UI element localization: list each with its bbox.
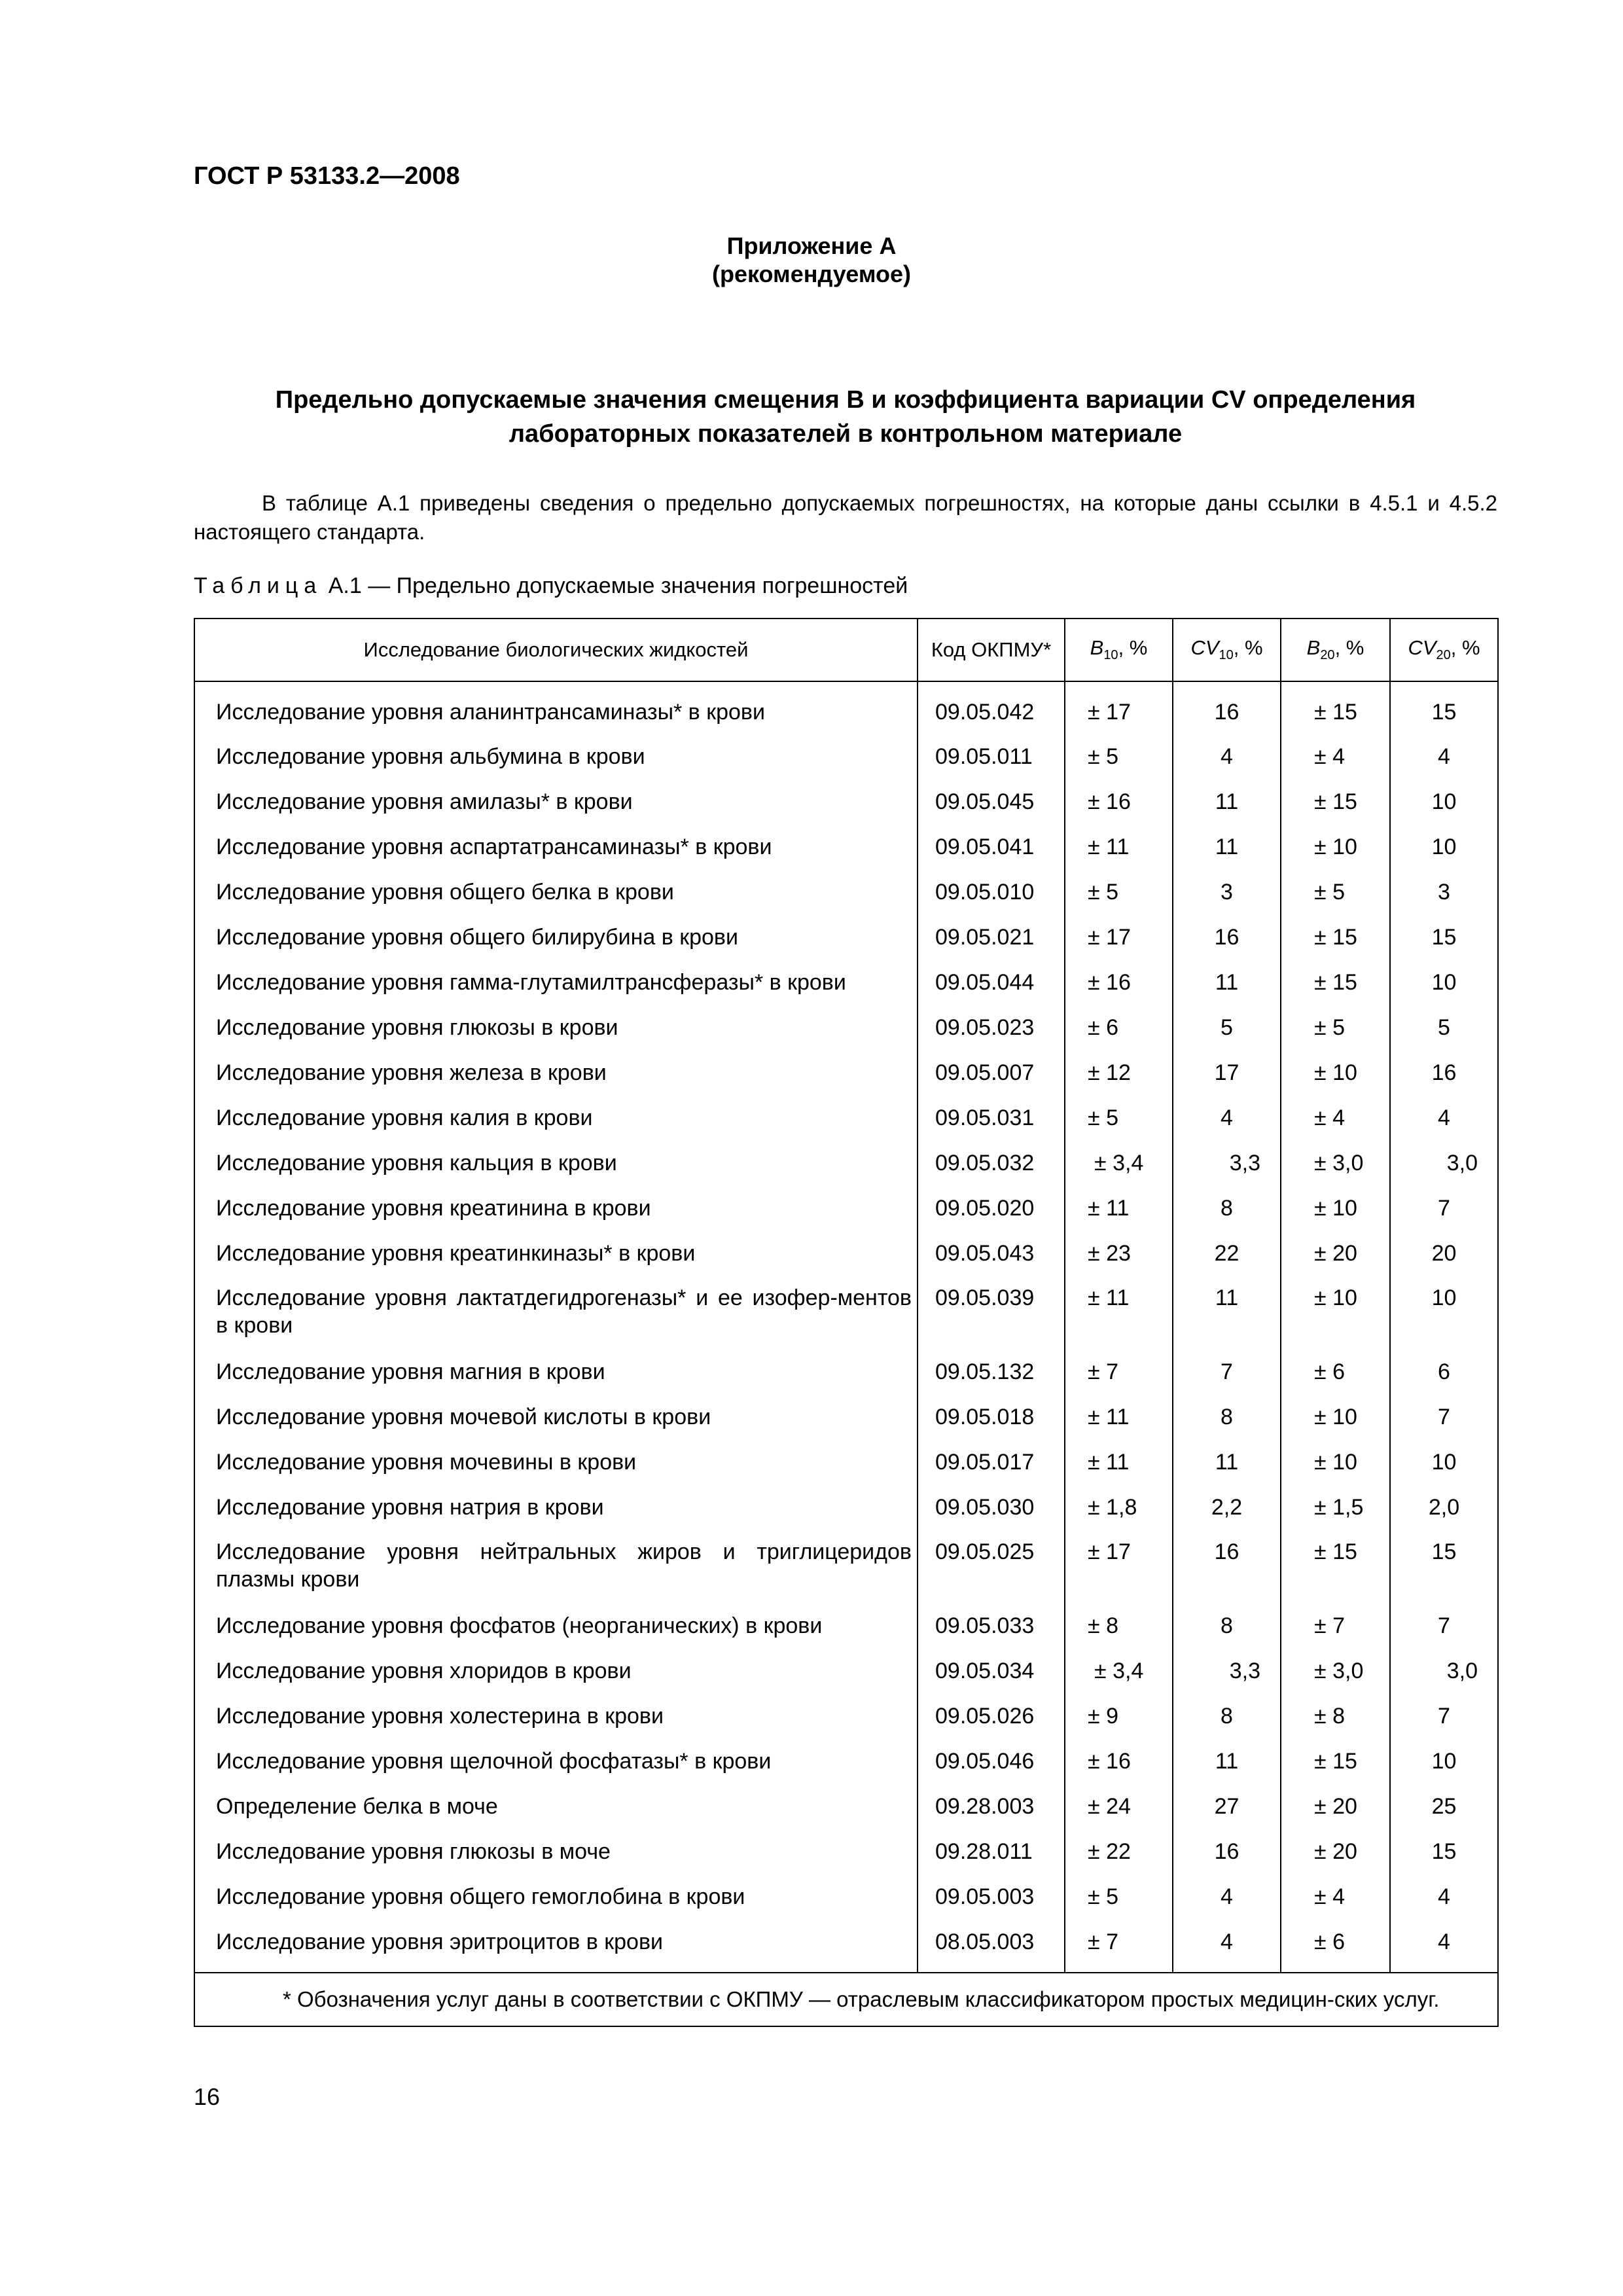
- row-code: 09.05.018: [918, 1396, 1065, 1441]
- row-b20: ± 6: [1281, 1351, 1390, 1396]
- table-row: [194, 1785, 1498, 1831]
- row-cv20: 10: [1390, 826, 1498, 871]
- row-b20: ± 3,0: [1281, 1650, 1390, 1695]
- section-title-line1: Предельно допускаемые значения смещения B и коэффициента вариации CV определения: [275, 386, 1416, 414]
- row-cv20: 16: [1390, 1052, 1498, 1097]
- row-code: 09.05.032: [918, 1142, 1065, 1187]
- row-cv10: 3,3: [1173, 1650, 1281, 1695]
- row-b20: ± 15: [1281, 1532, 1390, 1605]
- row-cv10: 2,2: [1173, 1486, 1281, 1532]
- row-b10: ± 24: [1065, 1785, 1173, 1831]
- row-code: 09.05.025: [918, 1532, 1065, 1605]
- row-b10: ± 1,8: [1065, 1486, 1173, 1532]
- row-code: 09.05.041: [918, 826, 1065, 871]
- row-cv10: 4: [1173, 736, 1281, 781]
- row-cv10: 8: [1173, 1695, 1281, 1740]
- row-b10: ± 11: [1065, 1187, 1173, 1232]
- table-row: [194, 961, 1498, 1007]
- table-row: [194, 1007, 1498, 1052]
- row-code: 09.05.003: [918, 1876, 1065, 1921]
- table-row: [194, 1876, 1498, 1921]
- row-cv20: 20: [1390, 1232, 1498, 1278]
- row-b20: ± 7: [1281, 1605, 1390, 1650]
- row-b10: ± 16: [1065, 781, 1173, 826]
- row-name: Исследование уровня мочевины в крови: [194, 1441, 918, 1486]
- row-cv20: 7: [1390, 1605, 1498, 1650]
- row-code: 09.05.034: [918, 1650, 1065, 1695]
- row-code: 09.05.046: [918, 1740, 1065, 1785]
- table-footnote: * Обозначения услуг даны в соответствии с ОКПМУ — отраслевым классификатором простых медицин-ских услуг.: [194, 1973, 1498, 2026]
- row-cv10: 16: [1173, 681, 1281, 736]
- row-b20: ± 1,5: [1281, 1486, 1390, 1532]
- row-b20: ± 10: [1281, 1441, 1390, 1486]
- row-cv20: 7: [1390, 1187, 1498, 1232]
- row-name: Исследование уровня глюкозы в крови: [194, 1007, 918, 1052]
- table-row: [194, 1232, 1498, 1278]
- row-name: Исследование уровня гамма-глутамилтрансферазы* в крови: [194, 961, 918, 1007]
- row-cv20: 3,0: [1390, 1650, 1498, 1695]
- table-row: [194, 1650, 1498, 1695]
- row-name: Исследование уровня эритроцитов в крови: [194, 1921, 918, 1973]
- row-code: 09.05.011: [918, 736, 1065, 781]
- row-b10: ± 11: [1065, 826, 1173, 871]
- annex-title: Приложение А: [726, 232, 897, 259]
- row-name: Исследование уровня аспартатрансаминазы* в крови: [194, 826, 918, 871]
- row-b20: ± 5: [1281, 871, 1390, 916]
- row-b10: ± 3,4: [1065, 1650, 1173, 1695]
- row-cv10: 8: [1173, 1605, 1281, 1650]
- row-cv10: 3: [1173, 871, 1281, 916]
- row-code: 09.05.030: [918, 1486, 1065, 1532]
- row-code: 09.05.017: [918, 1441, 1065, 1486]
- row-code: 09.05.007: [918, 1052, 1065, 1097]
- header-b10: $B_{10}$, %: [1065, 619, 1173, 681]
- page-number: 16: [194, 2083, 221, 2110]
- row-b20: ± 15: [1281, 916, 1390, 961]
- row-cv10: 11: [1173, 1740, 1281, 1785]
- row-cv10: 7: [1173, 1351, 1281, 1396]
- row-cv20: 4: [1390, 736, 1498, 781]
- row-b10: ± 17: [1065, 1532, 1173, 1605]
- row-cv10: 11: [1173, 1441, 1281, 1486]
- row-name: Исследование уровня мочевой кислоты в крови: [194, 1396, 918, 1441]
- row-b10: ± 11: [1065, 1441, 1173, 1486]
- row-name: Исследование уровня амилазы* в крови: [194, 781, 918, 826]
- table-row: [194, 1921, 1498, 1973]
- row-b10: ± 8: [1065, 1605, 1173, 1650]
- row-cv20: 10: [1390, 1441, 1498, 1486]
- row-code: 09.05.010: [918, 871, 1065, 916]
- row-code: 09.05.031: [918, 1097, 1065, 1142]
- row-code: 09.05.132: [918, 1351, 1065, 1396]
- row-cv20: 10: [1390, 1740, 1498, 1785]
- row-b20: ± 15: [1281, 681, 1390, 736]
- row-b10: ± 7: [1065, 1351, 1173, 1396]
- row-name: Исследование уровня общего билирубина в крови: [194, 916, 918, 961]
- table-row: [194, 916, 1498, 961]
- row-b20: ± 3,0: [1281, 1142, 1390, 1187]
- header-code: Код ОКПМУ*: [918, 619, 1065, 681]
- row-b20: ± 10: [1281, 1278, 1390, 1351]
- table-row: [194, 1396, 1498, 1441]
- row-code: 09.05.023: [918, 1007, 1065, 1052]
- row-cv10: 11: [1173, 826, 1281, 871]
- tolerance-table: [194, 618, 1499, 2027]
- row-b20: ± 10: [1281, 1052, 1390, 1097]
- row-b10: ± 16: [1065, 1740, 1173, 1785]
- row-name: Исследование уровня железа в крови: [194, 1052, 918, 1097]
- table-row: [194, 1740, 1498, 1785]
- row-name: Исследование уровня общего белка в крови: [194, 871, 918, 916]
- row-code: 09.05.039: [918, 1278, 1065, 1351]
- row-b10: ± 11: [1065, 1396, 1173, 1441]
- row-code: 09.05.043: [918, 1232, 1065, 1278]
- row-cv20: 7: [1390, 1396, 1498, 1441]
- row-code: 09.05.044: [918, 961, 1065, 1007]
- table-row: [194, 826, 1498, 871]
- row-b10: ± 17: [1065, 916, 1173, 961]
- table-header-row: [194, 619, 1498, 681]
- row-b20: ± 8: [1281, 1695, 1390, 1740]
- table-row: [194, 1097, 1498, 1142]
- row-cv20: 25: [1390, 1785, 1498, 1831]
- row-name: Исследование уровня глюкозы в моче: [194, 1831, 918, 1876]
- row-b20: ± 20: [1281, 1232, 1390, 1278]
- row-b10: ± 12: [1065, 1052, 1173, 1097]
- row-name: Исследование уровня фосфатов (неорганических) в крови: [194, 1605, 918, 1650]
- row-cv10: 4: [1173, 1921, 1281, 1973]
- row-name: Исследование уровня нейтральных жиров и триглицеридов плазмы крови: [194, 1532, 918, 1605]
- row-b20: ± 20: [1281, 1831, 1390, 1876]
- row-cv10: 16: [1173, 1831, 1281, 1876]
- row-cv20: 3: [1390, 871, 1498, 916]
- row-cv20: 15: [1390, 1831, 1498, 1876]
- table-row: [194, 1351, 1498, 1396]
- header-cv10: $CV_{10}$, %: [1173, 619, 1281, 681]
- section-title-line2: лабораторных показателей в контрольном материале: [508, 420, 1183, 448]
- row-cv10: 16: [1173, 916, 1281, 961]
- header-b20: $B_{20}$, %: [1281, 619, 1390, 681]
- row-b20: ± 15: [1281, 781, 1390, 826]
- row-cv20: 7: [1390, 1695, 1498, 1740]
- row-b20: ± 4: [1281, 1097, 1390, 1142]
- row-name: Исследование уровня магния в крови: [194, 1351, 918, 1396]
- document-id: ГОСТ Р 53133.2—2008: [194, 162, 460, 190]
- row-cv20: 10: [1390, 961, 1498, 1007]
- table-row: [194, 1441, 1498, 1486]
- row-name: Исследование уровня креатинкиназы* в крови: [194, 1232, 918, 1278]
- row-cv10: 8: [1173, 1396, 1281, 1441]
- table-row: [194, 736, 1498, 781]
- table-row: [194, 1142, 1498, 1187]
- row-cv10: 4: [1173, 1097, 1281, 1142]
- table-row: [194, 1695, 1498, 1740]
- row-b10: ± 5: [1065, 1876, 1173, 1921]
- row-cv20: 10: [1390, 1278, 1498, 1351]
- table-row: [194, 781, 1498, 826]
- section-title: [194, 383, 1497, 451]
- row-name: Исследование уровня лактатдегидрогеназы* и ее изофер-ментов в крови: [194, 1278, 918, 1351]
- row-code: 09.05.042: [918, 681, 1065, 736]
- row-cv20: 15: [1390, 681, 1498, 736]
- row-cv10: 17: [1173, 1052, 1281, 1097]
- row-cv10: 11: [1173, 961, 1281, 1007]
- row-cv10: 16: [1173, 1532, 1281, 1605]
- row-b10: ± 9: [1065, 1695, 1173, 1740]
- row-name: Исследование уровня альбумина в крови: [194, 736, 918, 781]
- table-row: [194, 1187, 1498, 1232]
- row-name: Исследование уровня общего гемоглобина в крови: [194, 1876, 918, 1921]
- row-cv20: 5: [1390, 1007, 1498, 1052]
- row-b10: ± 23: [1065, 1232, 1173, 1278]
- row-b10: ± 6: [1065, 1007, 1173, 1052]
- header-cv20: $CV_{20}$, %: [1390, 619, 1498, 681]
- row-code: 09.05.045: [918, 781, 1065, 826]
- row-cv20: 4: [1390, 1097, 1498, 1142]
- row-cv20: 2,0: [1390, 1486, 1498, 1532]
- table-row: [194, 1052, 1498, 1097]
- row-cv10: 11: [1173, 781, 1281, 826]
- table-row: [194, 1532, 1498, 1605]
- table-caption-label: Таблица: [194, 573, 323, 598]
- row-name: Исследование уровня креатинина в крови: [194, 1187, 918, 1232]
- row-cv10: 8: [1173, 1187, 1281, 1232]
- row-code: 09.05.020: [918, 1187, 1065, 1232]
- row-name: Исследование уровня калия в крови: [194, 1097, 918, 1142]
- table-row: [194, 1486, 1498, 1532]
- table-row: [194, 1278, 1498, 1351]
- row-b20: ± 10: [1281, 1187, 1390, 1232]
- row-name: Исследование уровня кальция в крови: [194, 1142, 918, 1187]
- row-b10: ± 5: [1065, 871, 1173, 916]
- row-name: Исследование уровня щелочной фосфатазы* в крови: [194, 1740, 918, 1785]
- row-code: 09.05.033: [918, 1605, 1065, 1650]
- row-b20: ± 10: [1281, 1396, 1390, 1441]
- row-name: Определение белка в моче: [194, 1785, 918, 1831]
- row-code: 09.05.026: [918, 1695, 1065, 1740]
- row-cv10: 11: [1173, 1278, 1281, 1351]
- table-caption-text: А.1 — Предельно допускаемые значения погрешностей: [322, 573, 908, 598]
- row-cv20: 10: [1390, 781, 1498, 826]
- row-name: Исследование уровня натрия в крови: [194, 1486, 918, 1532]
- row-cv10: 3,3: [1173, 1142, 1281, 1187]
- row-b10: ± 5: [1065, 736, 1173, 781]
- table-row: [194, 871, 1498, 916]
- row-b20: ± 6: [1281, 1921, 1390, 1973]
- row-b10: ± 22: [1065, 1831, 1173, 1876]
- row-name: Исследование уровня хлоридов в крови: [194, 1650, 918, 1695]
- table-row: [194, 681, 1498, 736]
- row-code: 09.05.021: [918, 916, 1065, 961]
- table-caption: [194, 573, 908, 599]
- annex-subtitle: (рекомендуемое): [712, 260, 911, 287]
- table-row: [194, 1605, 1498, 1650]
- row-code: 09.28.003: [918, 1785, 1065, 1831]
- row-b20: ± 10: [1281, 826, 1390, 871]
- row-cv10: 5: [1173, 1007, 1281, 1052]
- row-cv20: 6: [1390, 1351, 1498, 1396]
- row-cv20: 3,0: [1390, 1142, 1498, 1187]
- row-cv20: 4: [1390, 1921, 1498, 1973]
- row-name: Исследование уровня аланинтрансаминазы* в крови: [194, 681, 918, 736]
- row-cv20: 4: [1390, 1876, 1498, 1921]
- row-b10: ± 16: [1065, 961, 1173, 1007]
- table-row: [194, 1831, 1498, 1876]
- row-cv20: 15: [1390, 1532, 1498, 1605]
- row-name: Исследование уровня холестерина в крови: [194, 1695, 918, 1740]
- row-b20: ± 20: [1281, 1785, 1390, 1831]
- row-cv10: 27: [1173, 1785, 1281, 1831]
- row-b20: ± 15: [1281, 1740, 1390, 1785]
- row-code: 09.28.011: [918, 1831, 1065, 1876]
- row-b20: ± 4: [1281, 736, 1390, 781]
- intro-paragraph: В таблице А.1 приведены сведения о предельно допускаемых погрешностях, на которые даны ссылки в 4.5.1 и 4.5.2 настоящего стандарта.: [194, 491, 1497, 544]
- row-b10: ± 5: [1065, 1097, 1173, 1142]
- row-b10: ± 3,4: [1065, 1142, 1173, 1187]
- row-cv20: 15: [1390, 916, 1498, 961]
- row-b10: ± 7: [1065, 1921, 1173, 1973]
- row-b20: ± 15: [1281, 961, 1390, 1007]
- row-cv10: 22: [1173, 1232, 1281, 1278]
- row-b10: ± 17: [1065, 681, 1173, 736]
- row-b10: ± 11: [1065, 1278, 1173, 1351]
- row-b20: ± 5: [1281, 1007, 1390, 1052]
- row-b20: ± 4: [1281, 1876, 1390, 1921]
- row-code: 08.05.003: [918, 1921, 1065, 1973]
- row-cv10: 4: [1173, 1876, 1281, 1921]
- header-name: Исследование биологических жидкостей: [194, 619, 918, 681]
